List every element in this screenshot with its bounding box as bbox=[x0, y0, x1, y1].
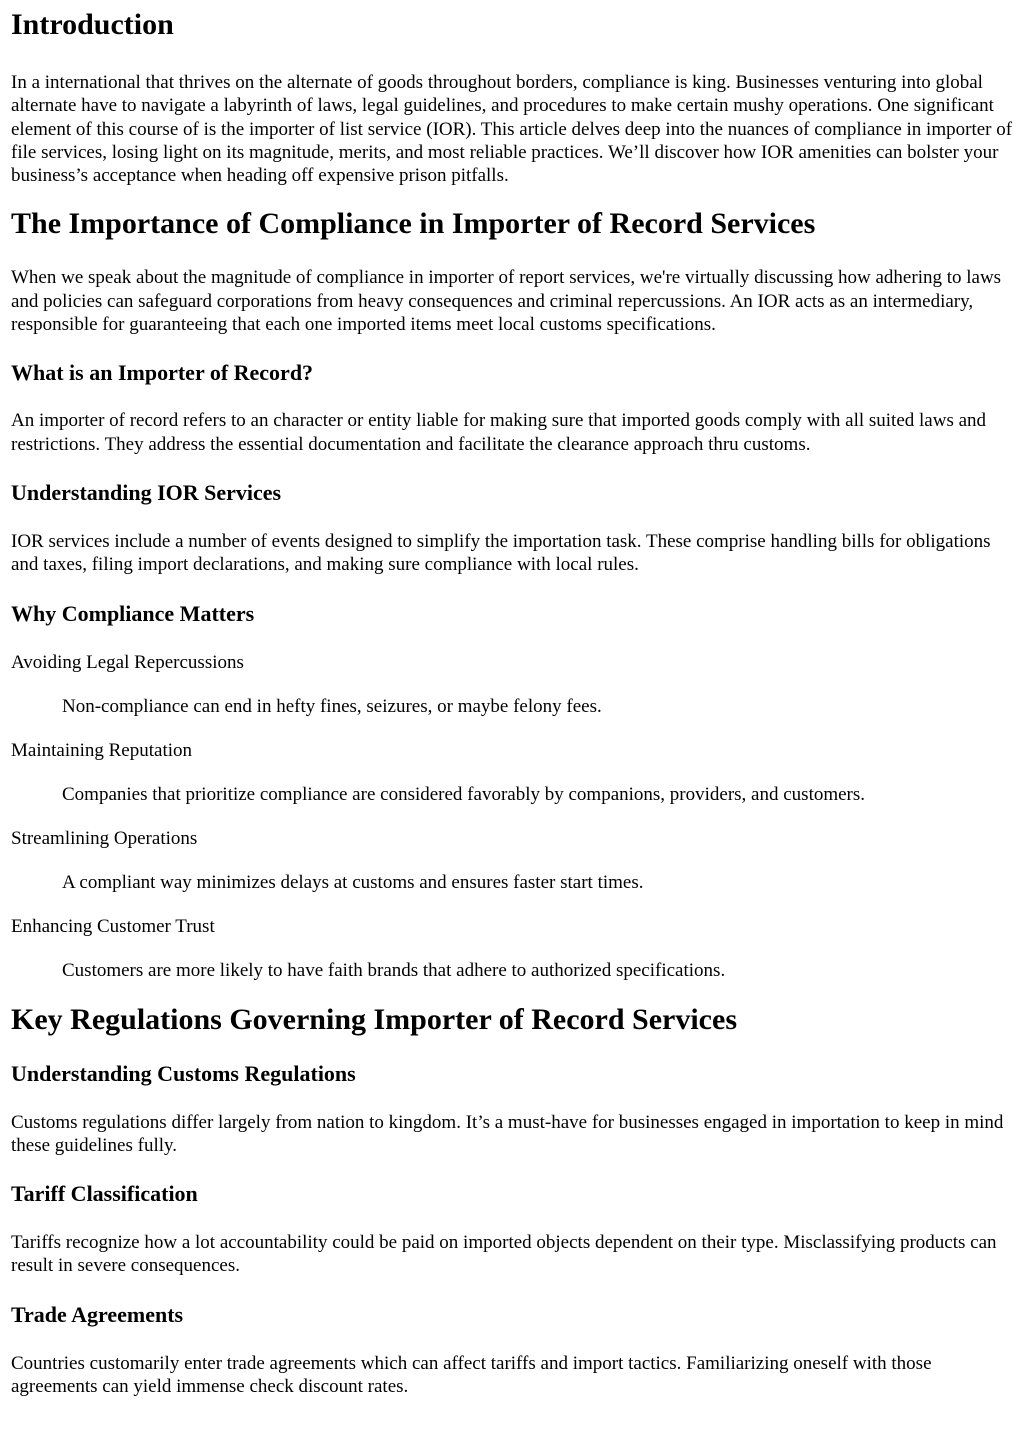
intro-paragraph: In a international that thrives on the alternate of goods throughout borders, compliance is king. Businesses venturing into global alternate have to navigate a labyrinth of laws, legal guidelines, and procedures to make certain mushy operations. One significant element of this course of is the importer of list service (IOR). This article delves deep into the nuances of compliance in importer of file services, losing light on its magnitude, merits, and most reliable practices. We’ll discover how IOR amenities can bolster your business’s acceptance when heading off expensive prison pitfalls. bbox=[11, 72, 1013, 187]
list-item-description: A compliant way minimizes delays at customs and ensures faster start times. bbox=[62, 871, 644, 893]
article bbox=[0, 8, 1024, 1398]
list-item-term: Avoiding Legal Repercussions bbox=[11, 651, 244, 673]
list-item-description: Companies that prioritize compliance are considered favorably by companions, providers, and customers. bbox=[62, 783, 866, 805]
tariff-classification-heading: Tariff Classification bbox=[11, 1181, 198, 1207]
list-item-description: Customers are more likely to have faith brands that adhere to authorized specifications. bbox=[62, 959, 726, 981]
customs-regulations-paragraph: Customs regulations differ largely from nation to kingdom. It’s a must-have for businesses engaged in importation to keep in mind these guidelines fully. bbox=[11, 1111, 1004, 1156]
understanding-ior-paragraph: IOR services include a number of events designed to simplify the importation task. These comprise handling bills for obligations and taxes, filing import declarations, and making sure compliance with local rules. bbox=[11, 530, 991, 576]
importance-paragraph: When we speak about the magnitude of compliance in importer of report services, we're virtually discussing how adhering to laws and policies can safeguard corporations from heavy consequences and criminal repercussions. An IOR acts as an intermediary, responsible for guaranteeing that each one imported items meet local customs specifications. bbox=[11, 267, 1002, 336]
trade-agreements-heading: Trade Agreements bbox=[11, 1301, 184, 1327]
intro-heading: Introduction bbox=[11, 8, 174, 41]
list-item-term: Enhancing Customer Trust bbox=[11, 915, 215, 937]
what-is-ior-heading: What is an Importer of Record? bbox=[11, 360, 314, 386]
why-compliance-heading: Why Compliance Matters bbox=[11, 600, 255, 626]
list-item-description: Non-compliance can end in hefty fines, seizures, or maybe felony fees. bbox=[62, 695, 602, 717]
understanding-ior-heading: Understanding IOR Services bbox=[11, 479, 282, 505]
trade-agreements-paragraph: Countries customarily enter trade agreements which can affect tariffs and import tactics. Familiarizing oneself with those agreements can yield immense check discount rates. bbox=[11, 1352, 932, 1398]
list-item-term: Maintaining Reputation bbox=[11, 739, 193, 761]
what-is-ior-paragraph: An importer of record refers to an character or entity liable for making sure that imported goods comply with all suited laws and restrictions. They address the essential documentation and facilitate the clearance approach thru customs. bbox=[11, 410, 987, 455]
why-compliance-list bbox=[11, 651, 1013, 982]
regulations-heading: Key Regulations Governing Importer of Record Services bbox=[11, 1002, 737, 1036]
tariff-classification-paragraph: Tariffs recognize how a lot accountability could be paid on imported objects dependent on their type. Misclassifying products can result in severe consequences. bbox=[11, 1232, 997, 1277]
importance-heading: The Importance of Compliance in Importer of Record Services bbox=[11, 207, 816, 241]
customs-regulations-heading: Understanding Customs Regulations bbox=[11, 1060, 356, 1086]
list-item-term: Streamlining Operations bbox=[11, 827, 198, 849]
